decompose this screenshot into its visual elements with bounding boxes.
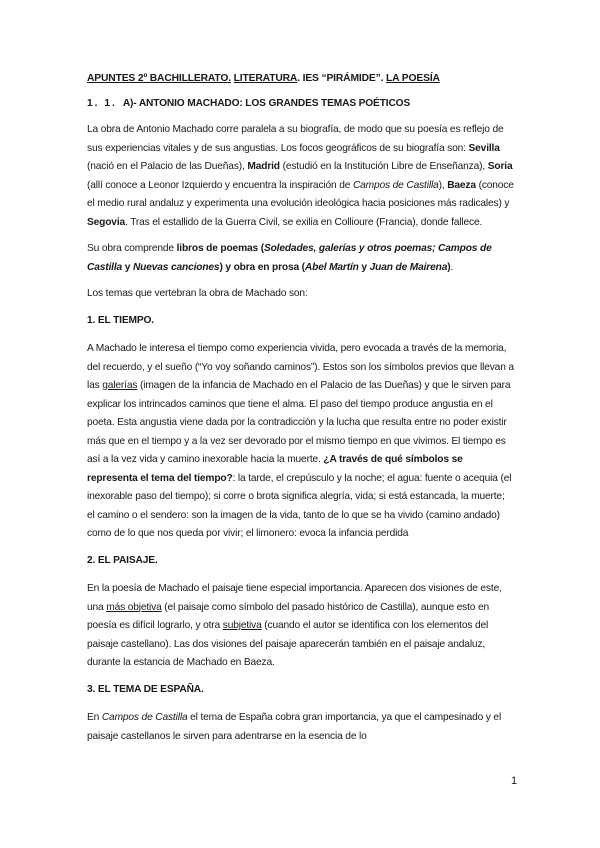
place-madrid: Madrid (247, 161, 280, 172)
intro-paragraph (87, 121, 514, 232)
section-title: A)- ANTONIO MACHADO: LOS GRANDES TEMAS POÉTICOS (122, 97, 411, 109)
section-number: 1. 1. (87, 97, 117, 109)
works-text: Su obra comprende (87, 243, 177, 254)
underlined-term: galerías (102, 380, 138, 391)
theme-heading-tiempo: 1. EL TIEMPO. (87, 314, 154, 326)
intro-text: La obra de Antonio Machado corre paralela a su biografía, de modo que su poesía es reflejo de sus experiencias vitales y de sus angustias. Los focos geográficos de su biografía son: (87, 124, 504, 154)
document-title (87, 70, 514, 89)
works-bold: ) y obra en prosa ( (219, 261, 305, 273)
theme-heading-paisaje: 2. EL PAISAJE. (87, 554, 158, 566)
works-bold: ) (447, 261, 451, 273)
title-part-course: APUNTES 2º BACHILLERATO. (87, 73, 231, 84)
work-title: Nuevas canciones (132, 261, 220, 273)
intro-text: (allí conoce a Leonor Izquierdo y encuentra la inspiración de (87, 179, 353, 191)
theme-paragraph-tiempo (87, 340, 514, 544)
paragraph-text: A Machado le interesa el tiempo como experiencia vivida, pero evocada a través de la memoria, del recuerdo, y el sueño (“Yo voy soñando caminos”). Estos son los símbolos previos que llevan a las (87, 343, 514, 391)
document-body (87, 70, 514, 754)
works-bold: y (358, 261, 370, 273)
underlined-term: subjetiva (222, 620, 262, 631)
section-heading (87, 95, 514, 114)
intro-text: (conoce el medio rural andaluz y experimenta una evolución ideológica hacia posiciones más radicales) y (87, 179, 514, 209)
paragraph-text: el tema de España cobra gran importancia, ya que el campesinado y el paisaje castellanos le sirven para adentrarse en la esencia de lo (87, 712, 502, 742)
title-part-topic: LA POESÍA (386, 73, 440, 84)
paragraph-text: (cuando el autor se identifica con los elementos del paisaje castellano). Las dos visiones del paisaje aparecerán también en el paisaje andaluz, durante la estancia de Machado en Baeza. (87, 620, 489, 668)
page-number: 1 (511, 775, 518, 787)
intro-text: (nació en el Palacio de las Dueñas), (87, 161, 248, 172)
intro-text: . Tras el estallido de la Guerra Civil, se exilia en Collioure (Francia), donde fallece. (125, 216, 483, 228)
bold-question: ¿A través de qué símbolos se representa el tema del tiempo? (87, 454, 463, 484)
place-baeza: Baeza (447, 179, 476, 191)
intro-text: ), (438, 179, 448, 191)
work-title: Campos de Castilla (101, 712, 188, 723)
work-title: Campos de Castilla (352, 179, 439, 191)
paragraph-text: En (87, 712, 102, 723)
theme-paragraph-espana (87, 709, 514, 746)
paragraph-text: : la tarde, el crepúsculo y la noche; el agua: fuente o acequia (el inexorable paso del tiempo); si corre o brota significa alegría, vida; si está estancada, la muerte; el camino o el sendero: son la imagen de la vida, tanto de lo que se ha vivido (camino andado) como de lo que nos queda por vivir; el limonero: evoca la infancia perdida (87, 472, 512, 539)
place-soria: Soria (487, 161, 513, 172)
underlined-term: más objetiva (106, 601, 162, 613)
intro-text: (estudió en la Institución Libre de Enseñanza), (279, 161, 488, 172)
work-title: Juan de Mairena (369, 261, 448, 273)
place-sevilla: Sevilla (468, 142, 500, 154)
works-bold: y (122, 261, 133, 273)
paragraph-text: En la poesía de Machado el paisaje tiene especial importancia. Aparecen dos visiones de este, una (87, 583, 502, 613)
theme-paragraph-paisaje (87, 580, 514, 673)
work-title: Soledades, galerías y otros poemas; Campos de Castilla (87, 243, 492, 273)
works-paragraph (87, 240, 514, 277)
title-part-school: . IES “PIRÁMIDE”. (297, 73, 384, 84)
theme-heading-espana: 3. EL TEMA DE ESPAÑA. (87, 683, 204, 695)
place-segovia: Segovia (87, 216, 126, 228)
paragraph-text: (imagen de la infancia de Machado en el Palacio de las Dueñas) y que le sirven para explicar los intrincados caminos que tiene el alma. El paso del tiempo produce angustia en el poeta. Esta angustia viene dada por la contradicción y la lucha que resulta entre no poder existir más que en el tiempo y a la vez ser devorado por el mismo tiempo en que vivimos. El tiempo es así a la vez vida y camino inexorable hacia la muerte. (87, 380, 511, 465)
works-text: . (450, 261, 454, 273)
works-bold: libros de poemas ( (176, 243, 264, 254)
work-title: Abel Martín (304, 261, 359, 273)
themes-intro: Los temas que vertebran la obra de Machado son: (87, 288, 308, 299)
title-part-subject: LITERATURA (233, 73, 298, 84)
paragraph-text: (el paisaje como símbolo del pasado histórico de Castilla), aunque esto en poesía es difícil lograrlo, y otra (87, 601, 490, 631)
